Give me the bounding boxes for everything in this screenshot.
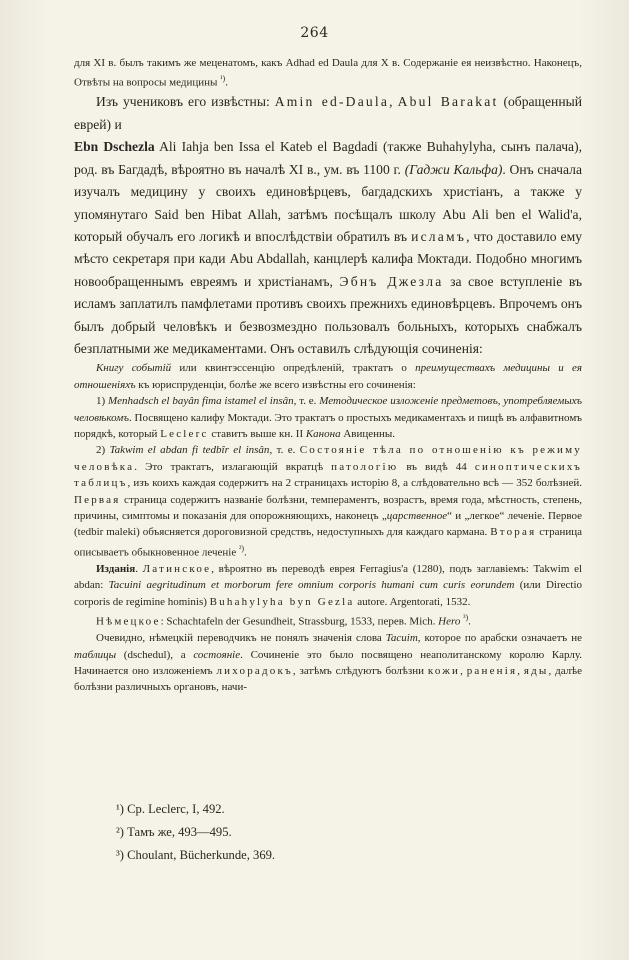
- text-run: autore. Argentorati, 1532.: [354, 595, 471, 608]
- text-run: за свое вступленіе въ исламъ заплатилъ памфлетами противъ своихъ прежнихъ единовѣрцевъ. Впрочемъ онъ былъ добрый человѣкъ и безвозмездно пользовалъ больныхъ, которыхъ снабжалъ безплатными же медикаментами. Онъ оставилъ слѣдующія сочиненія:: [74, 273, 582, 356]
- text-run: Amin ed-Daula: [274, 94, 390, 110]
- text-run: .: [225, 77, 228, 90]
- text-run: ,: [460, 664, 467, 677]
- paragraph-3: [74, 136, 582, 360]
- text-run: Abul Barakat: [397, 94, 499, 110]
- footnote-ref: ²): [238, 543, 244, 553]
- text-run: страница описываетъ обыкновенное леченіе: [74, 526, 582, 559]
- text-run: .: [135, 562, 143, 575]
- text-run: , вѣроятно въ переводѣ еврея Ferragius'a (1280), подъ заглавіемъ: Takwim el abdan:: [74, 562, 583, 592]
- text-run: Латинское: [142, 562, 212, 575]
- text-run: яды: [523, 664, 549, 677]
- footnote-1: ¹) Cp. Leclerc, I, 492.: [116, 802, 225, 816]
- text-run: , что доставило ему мѣсто секретаря при кади Abu Abdallah, канцлерѣ калифа Моктади. Подобно многимъ новообращеннымъ евреямъ и христіанамъ,: [74, 228, 582, 289]
- text-run: (dschedul), а: [116, 648, 194, 661]
- text-run: или квинтэссенцію опредѣленій, трактатъ о: [171, 362, 416, 375]
- paragraph-1: [74, 55, 582, 91]
- paragraph-2: [74, 91, 582, 136]
- text-run: , т. е.: [293, 395, 320, 408]
- footnote-ref: ¹): [220, 74, 226, 84]
- text-run: Ebn Dschezla: [74, 139, 155, 155]
- text-run: Leclerc: [160, 427, 209, 440]
- text-run: , затѣмъ слѣдуютъ болѣзни: [292, 664, 428, 677]
- text-run: Изъ учениковъ его извѣстны:: [96, 94, 275, 110]
- text-run: для XI в. былъ такимъ же меценатомъ, какъ Adhad ed Daula для X в. Содержаніе ея неизвѣстно. Наконецъ, Отвѣты на вопросы медицины: [74, 57, 582, 90]
- text-run: синоптическихъ таблицъ: [74, 460, 582, 490]
- text-run: Tacuim: [385, 632, 418, 645]
- text-run: , далѣе болѣзни различныхъ органовъ, начи-: [74, 664, 583, 694]
- text-run: Tacuini aegritudinum et morborum fere omnium corporis humani cum curis eorundem: [108, 579, 515, 592]
- text-run: 1): [96, 395, 108, 408]
- text-run: таблицы: [74, 648, 117, 661]
- text-run: “ и „легкое“ леченіе. Первое (tedbir maleki) объясняется дороговизной средствъ, недоступныхъ для каждаго кармана.: [74, 510, 582, 539]
- paragraph-4: [74, 360, 582, 393]
- text-run: Вторая: [490, 526, 537, 539]
- text-run: царственное: [386, 510, 448, 522]
- paragraph-9: [74, 630, 582, 696]
- text-run: Очевидно, нѣмецкій переводчикъ не понялъ значенія слова: [96, 632, 386, 645]
- text-run: (или Directio corporis de regimine hominis): [74, 579, 583, 608]
- text-run: исламъ: [411, 228, 467, 244]
- text-run: Авиценны.: [340, 427, 396, 440]
- text-run: , т. е.: [269, 444, 300, 457]
- paragraph-5: [74, 393, 582, 442]
- text-run: Книгу событій: [96, 362, 172, 375]
- text-run: .: [468, 615, 471, 628]
- text-run: Методическое изложеніе предметовъ, употребляемыхъ человѣкомъ: [74, 395, 582, 424]
- text-run: патологію: [331, 460, 399, 473]
- text-run: ставитъ выше кн. II: [208, 427, 306, 440]
- text-run: ,: [517, 664, 524, 677]
- footnote-ref: ³): [463, 613, 469, 623]
- text-run: . Посвящено калифу Моктади. Это трактатъ о простыхъ медикаментахъ и пищѣ въ алфавитномъ порядкѣ, который: [74, 411, 582, 440]
- footnote-2: ²) Тамъ же, 493—495.: [116, 825, 232, 839]
- paragraph-7: [74, 561, 582, 610]
- text-run: (Гаджи Кальфа): [404, 161, 503, 177]
- text-run: Эбнъ Джезла: [339, 273, 444, 289]
- text-run: .: [243, 546, 247, 559]
- text-run: 2): [96, 444, 110, 457]
- body-text: [74, 55, 582, 696]
- paragraph-8: [74, 610, 582, 630]
- text-run: Menhadsch el bayân fima istamel el insân: [108, 395, 294, 408]
- text-run: Ali Iahja ben Issa el Kateb el Bagdadi (также Buhahylyha, сынъ палача), род. въ Багдадѣ, вѣроятно въ началѣ XI в., ум. въ 1100 г.: [74, 139, 582, 177]
- text-run: лихорадокъ: [216, 664, 293, 677]
- text-run: Нѣмецкое: [96, 615, 161, 628]
- paragraph-6: [74, 442, 582, 561]
- text-run: въ видѣ 44: [398, 460, 475, 473]
- text-run: ,: [389, 94, 398, 110]
- text-run: Первая: [74, 493, 121, 506]
- text-run: страница содержитъ названіе болѣзни, темпераментъ, возрастъ, время года, мѣстность, степень, причины, симптомы и показанія для опорожняющихъ, наконецъ „: [74, 493, 582, 522]
- text-run: , которое по арабски означаетъ не: [417, 632, 582, 645]
- text-run: Takwim el abdan fi tedbîr el insân: [109, 444, 270, 457]
- text-run: состояніе: [193, 648, 241, 661]
- text-run: Канона: [305, 427, 341, 440]
- text-run: : Schachtafeln der Gesundheit, Strassburg, 1533, перев. Mich.: [160, 615, 439, 628]
- text-run: Buhahylyha byn Gezla: [209, 595, 355, 608]
- text-run: , изъ коихъ каждая содержитъ на 2 страницахъ исторію 8, а слѣдовательно всѣ — 352 болѣзней.: [127, 477, 582, 490]
- text-run: преимуществахъ медицины и ея отношеніяхъ: [74, 362, 582, 391]
- text-run: кожи: [427, 664, 461, 677]
- text-run: . Онъ сначала изучалъ медицину у своихъ единовѣрцевъ, багдадскихъ христіанъ, а также у упомянутаго Said ben Hibat Allah, затѣмъ посѣщалъ школу Abu Ali ben el Walid'a, который обучалъ его логикѣ и впослѣдствіи обратилъ въ: [74, 161, 582, 244]
- text-run: Hero: [438, 615, 461, 628]
- text-run: (обращенный еврей) и: [74, 94, 582, 132]
- text-run: къ юриспруденціи, болѣе же всего извѣстны его сочиненія:: [135, 378, 416, 391]
- text-run: Изданія: [96, 562, 136, 575]
- text-run: . Это трактатъ, излагающій вкратцѣ: [134, 460, 332, 473]
- text-run: Состояніе тѣла по отношенію къ режиму человѣка: [74, 444, 582, 473]
- text-run: . Сочиненіе это было посвящено неаполитанскому королю Карлу. Начинается оно изложеніемъ: [74, 648, 583, 677]
- footnote-3: ³) Choulant, Bücherkunde, 369.: [116, 848, 276, 862]
- text-run: раненія: [466, 664, 518, 677]
- footnotes: [116, 798, 536, 867]
- page-number: 264: [300, 25, 329, 41]
